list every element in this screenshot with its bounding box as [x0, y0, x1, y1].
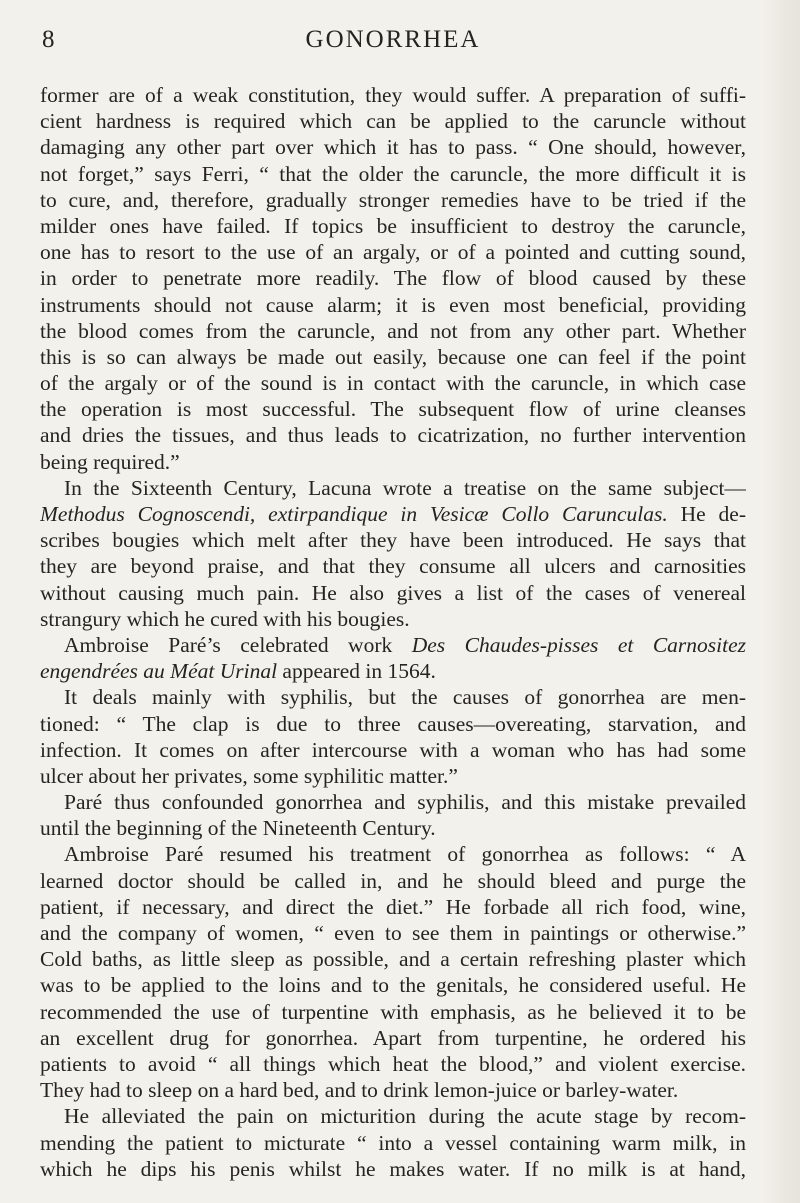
text-line: In the Sixteenth Century, Lacuna wrote a treatise on the same subject—: [64, 475, 746, 500]
italic-title-text: Des Chaudes-pisses et Carnositez: [411, 632, 746, 657]
text-line: damaging any other part over which it has to pass. “ One should, however,: [40, 135, 746, 160]
text-line: ulcer about her privates, some syphilitic matter.”: [40, 763, 458, 788]
text-line: [40, 658, 746, 684]
italic-title-text: Methodus Cognoscendi, extirpandique in Vesicæ Collo Carunculas.: [40, 502, 668, 526]
text-line: an excellent drug for gonorrhea. Apart from turpentine, he ordered his: [40, 1025, 746, 1050]
italic-title-text: engendrées au Méat Urinal: [40, 659, 278, 684]
text-line: It deals mainly with syphilis, but the causes of gonorrhea are men-: [64, 685, 746, 710]
text-line: [40, 632, 746, 658]
text-line: in order to penetrate more readily. The flow of blood caused by these: [40, 266, 746, 291]
text-line: infection. It comes on after intercourse with a woman who has had some: [40, 737, 746, 762]
text-line: they are beyond praise, and that they consume all ulcers and carnosities: [40, 554, 746, 579]
text-line: which he dips his penis whilst he makes water. If no milk is at hand,: [40, 1156, 746, 1181]
text-line: cient hardness is required which can be applied to the caruncle without: [40, 109, 746, 134]
text-line: of the argaly or of the sound is in contact with the caruncle, in which case: [40, 371, 746, 396]
page-header: [40, 22, 746, 62]
text-line: not forget,” says Ferri, “ that the older the caruncle, the more difficult it is: [40, 161, 746, 186]
text-line: the blood comes from the caruncle, and not from any other part. Whether: [40, 318, 746, 343]
page-number: 8: [42, 26, 56, 53]
text-line: strangury which he cured with his bougies.: [40, 606, 410, 631]
text-line: was to be applied to the loins and to the genitals, he considered useful. He: [40, 973, 746, 998]
text-line: until the beginning of the Nineteenth Century.: [40, 816, 436, 841]
text-line: milder ones have failed. If topics be insufficient to destroy the caruncle,: [40, 213, 746, 238]
text-line: without causing much pain. He also gives a list of the cases of venereal: [40, 580, 746, 605]
running-title: GONORRHEA: [305, 26, 481, 53]
text-line: former are of a weak constitution, they would suffer. A preparation of suffi-: [40, 83, 746, 107]
text-line: Cold baths, as little sleep as possible, and a certain refreshing plaster which: [40, 947, 746, 972]
text-line: and the company of women, “ even to see them in paintings or otherwise.”: [40, 921, 746, 945]
text-line: to cure, and, therefore, gradually stronger remedies have to be tried if the: [40, 187, 746, 212]
text-line: and dries the tissues, and thus leads to cicatrization, no further intervention: [40, 423, 746, 448]
page-edge-shadow: [762, 0, 800, 1203]
text-line: scribes bougies which melt after they have been introduced. He says that: [40, 528, 746, 553]
text-line: They had to sleep on a hard bed, and to drink lemon-juice or barley-water.: [40, 1078, 679, 1103]
text-line: being required.”: [40, 449, 180, 474]
text-line: recommended the use of turpentine with emphasis, as he believed it to be: [40, 999, 746, 1024]
text-segment: appeared in 1564.: [277, 659, 436, 684]
text-line: Ambroise Paré resumed his treatment of gonorrhea as follows: “ A: [64, 842, 746, 867]
body-text: [40, 82, 746, 1182]
text-line: Paré thus confounded gonorrhea and syphilis, and this mistake prevailed: [64, 790, 746, 815]
text-segment: Ambroise Paré’s celebrated work: [64, 632, 412, 657]
text-line: He alleviated the pain on micturition during the acute stage by recom-: [64, 1104, 746, 1129]
text-line: patient, if necessary, and direct the diet.” He forbade all rich food, wine,: [40, 894, 746, 919]
text-line: one has to resort to the use of an argaly, or of a pointed and cutting sound,: [40, 240, 746, 265]
text-segment: He de-: [667, 502, 746, 526]
text-line: [40, 501, 746, 527]
text-line: mending the patient to micturate “ into a vessel containing warm milk, in: [40, 1130, 746, 1155]
text-line: the operation is most successful. The subsequent flow of urine cleanses: [40, 397, 746, 422]
text-line: tioned: “ The clap is due to three causes—overeating, starvation, and: [40, 711, 746, 736]
text-line: instruments should not cause alarm; it is even most beneficial, providing: [40, 292, 746, 317]
text-line: this is so can always be made out easily, because one can feel if the point: [40, 344, 746, 369]
text-line: patients to avoid “ all things which heat the blood,” and violent exercise.: [40, 1051, 746, 1076]
text-line: learned doctor should be called in, and he should bleed and purge the: [40, 868, 746, 893]
